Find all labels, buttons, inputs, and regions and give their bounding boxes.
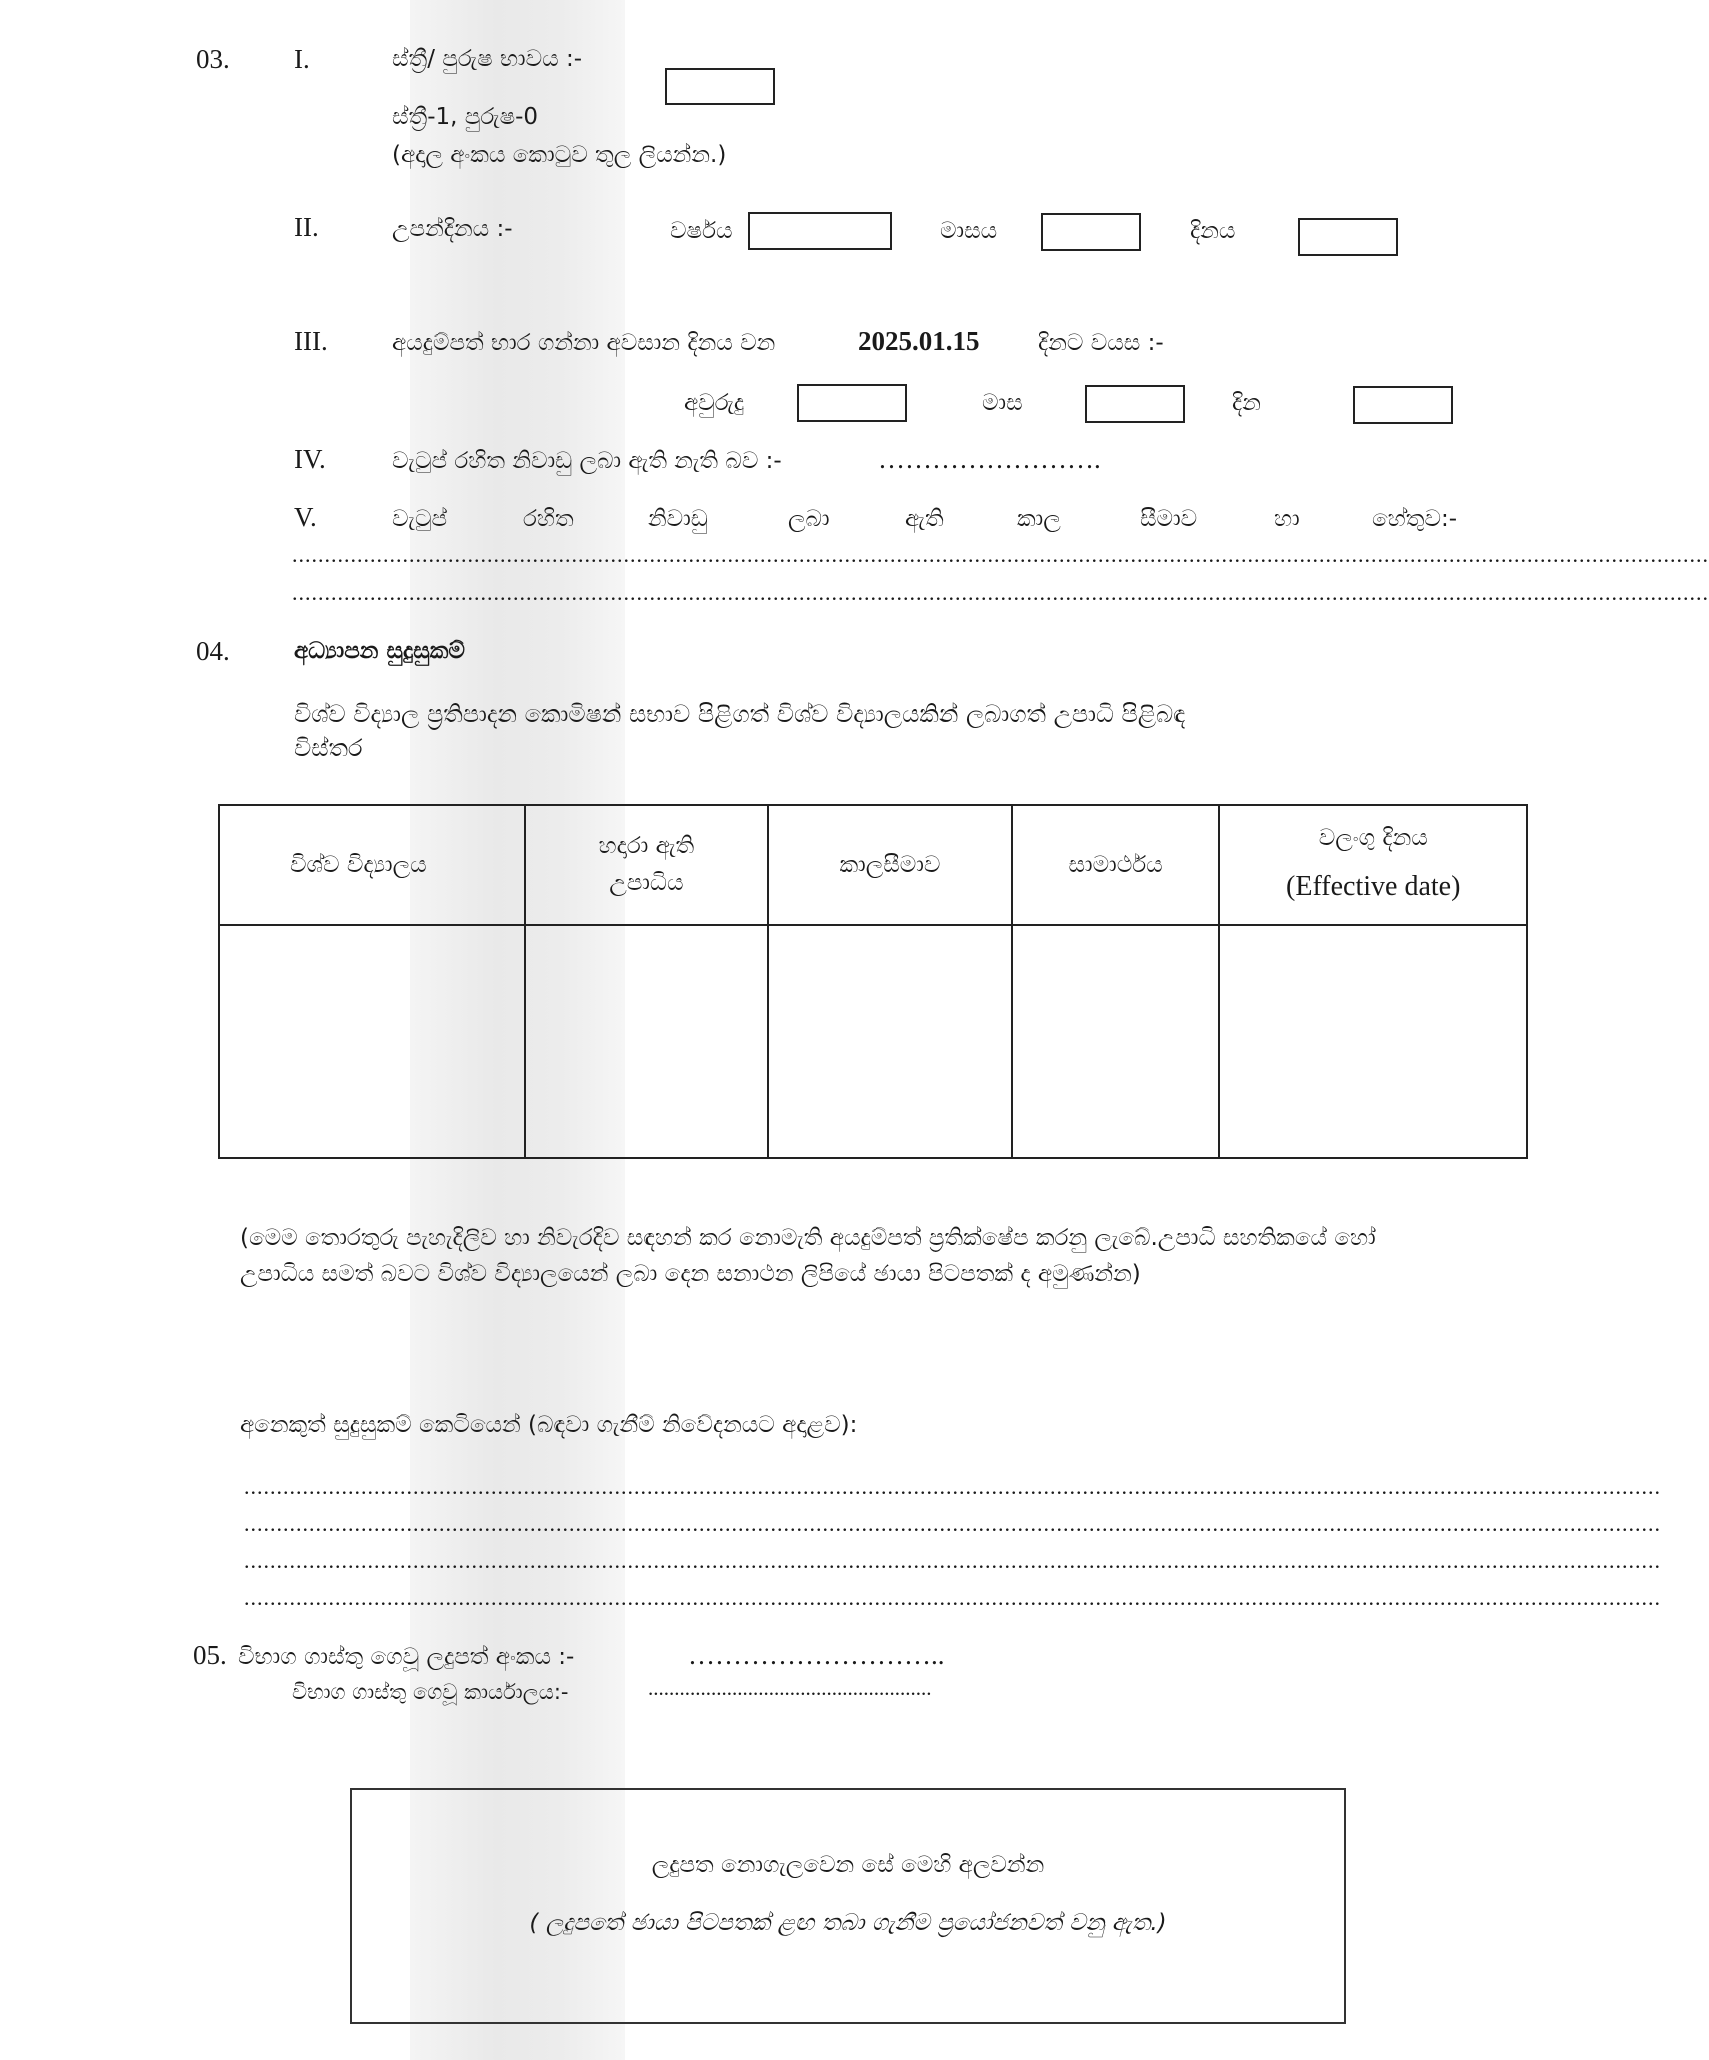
gender-hint: ස්ත්‍රී-1, පුරුෂ-0 — [392, 104, 539, 130]
item-iv-numeral: IV. — [294, 444, 326, 474]
other-qualifications-label: අනෙකුත් සුදුසුකම් කෙටියෙන් (බඳවා ගැනීම් නිවේදනයට අදාළව): — [240, 1412, 858, 1438]
item-v-numeral: V. — [294, 502, 317, 532]
birth-year-box[interactable] — [748, 212, 892, 250]
closing-date: 2025.01.15 — [858, 326, 980, 356]
age-years-box[interactable] — [797, 384, 907, 422]
age-label-part-b: දිනට වයස :- — [1038, 330, 1164, 356]
receipt-paste-box[interactable] — [350, 1788, 1346, 2024]
section-04-number: 04. — [196, 636, 230, 666]
leave-word-3: නිවාඩු — [648, 506, 708, 532]
section-03-number: 03. — [196, 44, 230, 74]
birth-day-label: දිනය — [1190, 218, 1236, 244]
leave-word-1: වැටුප් — [392, 506, 448, 532]
receipt-number-label: විභාග ගාස්තු ගෙවූ ලදුපත් අංකය :- — [238, 1644, 575, 1670]
nopay-leave-label: වැටුප් රහිත නිවාඩු ලබා ඇති නැති බව :- — [392, 448, 782, 474]
payment-office-label: විභාග ගාස්තු ගෙවූ කාර්යාලය:- — [292, 1680, 569, 1704]
leave-dotted-line-2[interactable]: .......................................................................................................................................................................................................................... — [292, 580, 1709, 605]
result-cell[interactable] — [1012, 925, 1220, 1158]
section-05-number: 05. — [193, 1640, 227, 1670]
leave-dotted-line-1[interactable]: .......................................................................................................................................................................................................................... — [292, 542, 1709, 567]
university-cell[interactable] — [219, 925, 525, 1158]
degree-table-entry-row — [219, 925, 1527, 1158]
education-desc-line2: විස්තර — [294, 734, 363, 762]
effective-date-cell[interactable] — [1219, 925, 1527, 1158]
age-months-box[interactable] — [1085, 385, 1185, 423]
gender-instruction: (අදාල අංකය කොටුව තුල ලියන්න.) — [392, 142, 727, 168]
col-result: සාමාර්ථය — [1012, 805, 1220, 925]
item-i-numeral: I. — [294, 44, 310, 74]
degree-cell[interactable] — [525, 925, 769, 1158]
other-qual-line-4[interactable]: .......................................................................................................................................................................................................................... — [244, 1585, 1661, 1610]
leave-word-6: කාල — [1017, 506, 1061, 532]
age-days-box[interactable] — [1353, 386, 1453, 424]
birthdate-label: උපන්දිනය :- — [392, 216, 513, 242]
degree-table-header-row — [219, 805, 1527, 925]
item-ii-numeral: II. — [294, 212, 319, 242]
leave-word-2: රහිත — [523, 506, 574, 532]
other-qual-line-1[interactable]: .......................................................................................................................................................................................................................... — [244, 1474, 1661, 1499]
education-heading: අධ්‍යාපන සුදුසුකම් — [294, 638, 465, 664]
birth-month-box[interactable] — [1041, 213, 1141, 251]
other-qual-line-2[interactable]: .......................................................................................................................................................................................................................... — [244, 1511, 1661, 1536]
leave-word-8: හා — [1274, 506, 1300, 532]
col-degree: හදාරා ඇති උපාධිය — [525, 805, 769, 925]
leave-word-5: ඇති — [905, 506, 944, 532]
gender-label: ස්ත්‍රී/ පුරුෂ භාවය :- — [392, 46, 583, 72]
degree-note: (මෙම තොරතුරු පැහැදිලිව හා නිවැරදිව සඳහන් කර නොමැති අයදුම්පත් ප්‍රතික්ෂේප කරනු ලැබේ.උපාධි සහතිකයේ හෝ උපාධිය සමත් බවට විශ්ව විද්‍යාලයෙන් ලබා දෙන සනාථන ලිපියේ ඡායා පිටපතක් ද අමුණන්න) — [240, 1225, 1376, 1287]
col-university: විශ්ව විද්‍යාලය — [219, 805, 525, 925]
receipt-number-dots[interactable]: ……………………….. — [688, 1640, 945, 1670]
age-months-label: මාස — [982, 390, 1023, 416]
payment-office-dots[interactable]: ...................................................... — [648, 1676, 932, 1700]
duration-cell[interactable] — [768, 925, 1012, 1158]
nopay-leave-dots[interactable]: ……………………. — [878, 444, 1101, 474]
age-label-part-a: අයදුම්පත් භාර ගන්නා අවසාන දිනය වන — [392, 330, 776, 356]
age-days-label: දින — [1232, 390, 1261, 416]
degree-table — [218, 804, 1528, 1159]
leave-word-4: ලබා — [788, 506, 830, 532]
other-qual-line-3[interactable]: .......................................................................................................................................................................................................................... — [244, 1548, 1661, 1573]
paste-instruction: ලදුපත නොගැලවෙන සේ මෙහි අලවන්න — [651, 1852, 1045, 1878]
leave-word-9: හේතුව:- — [1372, 506, 1458, 532]
birth-year-label: වර්ෂය — [670, 218, 733, 244]
col-effective-date: වලංගු දිනය (Effective date) — [1219, 805, 1527, 925]
education-desc-line1: විශ්ව විද්‍යාල ප්‍රතිපාදන කොමිෂන් සභාව පිළිගත් විශ්ව විද්‍යාලයකින් ලබාගත් උපාධි පිළිබඳ — [294, 700, 1186, 728]
birth-day-box[interactable] — [1298, 218, 1398, 256]
leave-word-7: සීමාව — [1140, 506, 1198, 532]
gender-input-box[interactable] — [665, 68, 775, 105]
photocopy-note: ( ලදුපතේ ඡායා පිටපතක් ළඟ තබා ගැනීම ප්‍රයෝජනවත් වනු ඇත.) — [529, 1910, 1167, 1936]
age-years-label: අවුරුදු — [684, 390, 745, 416]
item-iii-numeral: III. — [294, 326, 328, 356]
col-duration: කාලසීමාව — [768, 805, 1012, 925]
birth-month-label: මාසය — [940, 218, 998, 244]
